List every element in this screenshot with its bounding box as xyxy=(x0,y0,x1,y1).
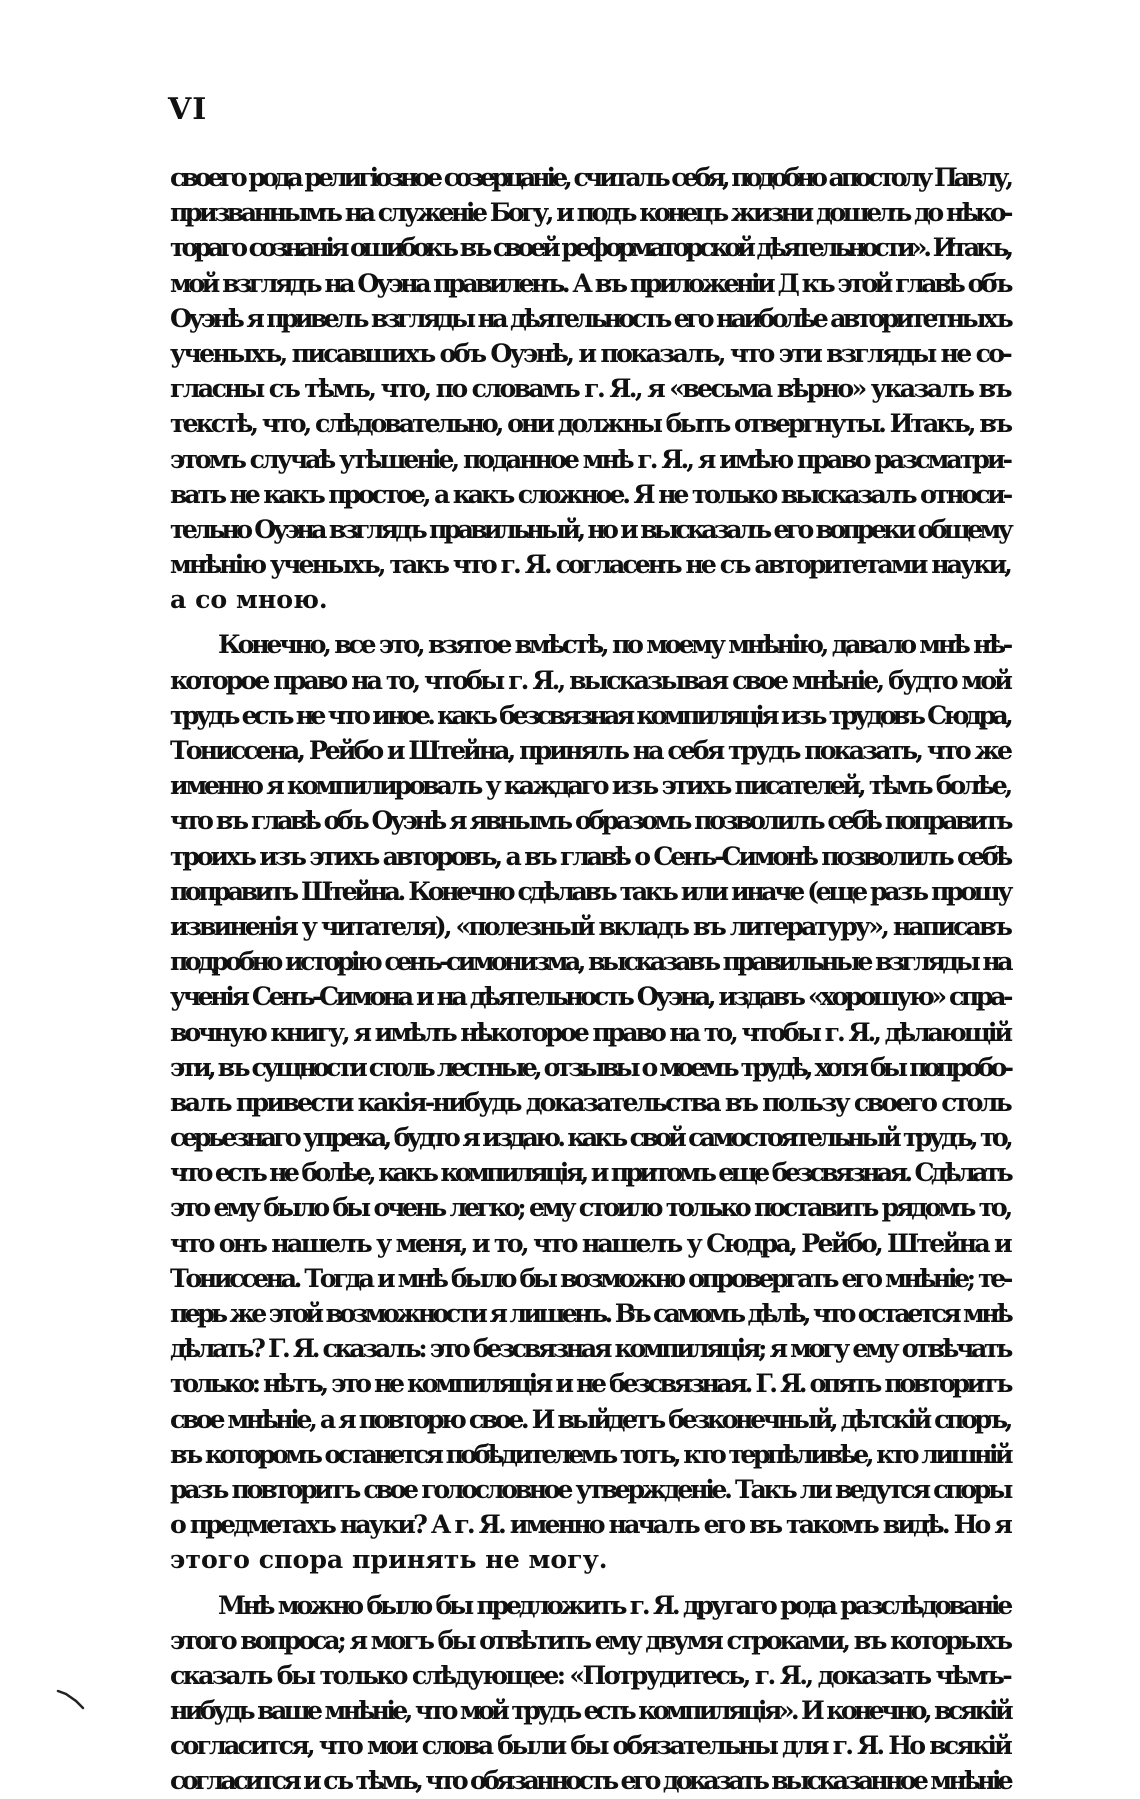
text-line: перь же этой возможности я лишенъ. Въ самомъ дѣлѣ, что остается мнѣ xyxy=(170,1298,1010,1328)
text-line: мой взглядъ на Оуэна правиленъ. А въ приложеніи Д къ этой главѣ объ xyxy=(170,267,1010,298)
paragraph-1 xyxy=(170,160,1010,617)
text-line: это ему было бы очень легко; ему стоило только поставить рядомъ то, xyxy=(170,1192,1010,1223)
text-line: вать не какъ простое, а какъ сложное. Я не только высказалъ относи- xyxy=(170,478,1010,509)
text-line: вочную книгу, я имѣлъ нѣкоторое право на то, чтобы г. Я., дѣлающій xyxy=(170,1016,1010,1047)
text-line: разъ повторитъ свое голословное утвержденіе. Такъ ли ведутся споры xyxy=(170,1473,1010,1504)
text-line: поправить Штейна. Конечно сдѣлавъ такъ или иначе (еще разъ прошу xyxy=(170,875,1010,906)
text-line: этого вопроса; я могъ бы отвѣтить ему двумя строками, въ которыхъ xyxy=(170,1624,1010,1655)
text-line: что онъ нашелъ у меня, и то, что нашелъ у Сюдра, Рейбо, Штейна и xyxy=(170,1227,1010,1258)
text-line: Тониссена. Тогда и мнѣ было бы возможно опровергать его мнѣніе; те- xyxy=(170,1262,1010,1293)
text-line: этого спора принять не могу. xyxy=(170,1544,608,1575)
text-line: сказалъ бы только слѣдующее: «Потрудитесь, г. Я., доказать чѣмъ- xyxy=(170,1659,1010,1690)
paragraph-gap xyxy=(170,617,1010,627)
text-line: дѣлать? Г. Я. сказалъ: это безсвязная компиляція; я могу ему отвѣчать xyxy=(170,1333,1010,1364)
text-line: что есть не болѣе, какъ компиляція, и притомъ еще безсвязная. Сдѣлать xyxy=(170,1157,1010,1188)
paragraph-2 xyxy=(170,627,1010,1577)
text-line: Тониссена, Рейбо и Штейна, принялъ на себя трудъ показать, что же xyxy=(170,735,1010,765)
text-line: мнѣнію ученыхъ, такъ что г. Я. согласенъ не съ авторитетами науки, xyxy=(170,549,1010,580)
text-line: гласны съ тѣмъ, что, по словамъ г. Я., я «весьма вѣрно» указалъ въ xyxy=(170,373,1010,404)
paragraph-3 xyxy=(170,1588,1010,1799)
text-line: ученія Сенъ-Симона и на дѣятельность Оуэна, издавъ «хорошую» спра- xyxy=(170,981,1010,1012)
text-line: извиненія у читателя), «полезный вкладъ въ литературу», написавъ xyxy=(170,910,1010,941)
text-line: именно я компилировалъ у каждаго изъ этихъ писателей, тѣмъ болѣе, xyxy=(170,770,1010,801)
text-line: трудъ есть не что иное. какъ безсвязная компиляція изъ трудовъ Сюдра, xyxy=(170,699,1010,730)
text-line: валъ привести какія-нибудь доказательства въ пользу своего столь xyxy=(170,1086,1010,1117)
text-line: а со мною. xyxy=(170,584,328,615)
text-line: тельно Оуэна взглядъ правильный, но и высказалъ его вопреки общему xyxy=(170,513,1010,544)
text-line: троихъ изъ этихъ авторовъ, а въ главѣ о Сенъ-Симонѣ позволилъ себѣ xyxy=(170,840,1010,871)
text-line: Конечно, все это, взятое вмѣстѣ, по моему мнѣнію, давало мнѣ нѣ- xyxy=(218,629,1010,660)
text-line: что въ главѣ объ Оуэнѣ я явнымъ образомъ позволилъ себѣ поправить xyxy=(170,805,1010,836)
ink-mark-icon xyxy=(56,1688,86,1710)
text-line: нибудь ваше мнѣніе, что мой трудъ есть компиляція». И конечно, всякій xyxy=(170,1695,1010,1726)
text-line: Мнѣ можно было бы предложить г. Я. другаго рода разслѣдованіе xyxy=(218,1589,1010,1620)
text-line: этомъ случаѣ утѣшеніе, поданное мнѣ г. Я., я имѣю право разсматри- xyxy=(170,443,1010,474)
text-line: только: нѣтъ, это не компиляція и не безсвязная. Г. Я. опять повторитъ xyxy=(170,1368,1010,1399)
body-text xyxy=(170,160,1010,1799)
paragraph-gap xyxy=(170,1578,1010,1588)
text-line: подробно исторію сенъ-симонизма, высказавъ правильные взгляды на xyxy=(170,946,1010,977)
text-line: которое право на то, чтобы г. Я., высказывая свое мнѣніе, будто мой xyxy=(170,664,1010,695)
text-line: ученыхъ, писавшихъ объ Оуэнѣ, и показалъ, что эти взгляды не со- xyxy=(170,337,1010,368)
text-line: согласится, что мои слова были бы обязательны для г. Я. Но всякій xyxy=(170,1730,1010,1761)
text-line: о предметахъ науки? А г. Я. именно началъ его въ такомъ видѣ. Но я xyxy=(170,1509,1010,1540)
text-line: текстѣ, что, слѣдовательно, они должны быть отвергнуты. Итакъ, въ xyxy=(170,408,1010,439)
text-line: свое мнѣніе, а я повторю свое. И выйдетъ безконечный, дѣтскій споръ, xyxy=(170,1403,1010,1434)
text-line: Оуэнѣ я привелъ взгляды на дѣятельность его наиболѣе авторитетныхъ xyxy=(170,302,1010,333)
text-line: призваннымъ на служеніе Богу, и подъ конецъ жизни дошелъ до нѣко- xyxy=(170,197,1010,228)
text-line: согласится и съ тѣмъ, что обязанность его доказать высказанное мнѣніе xyxy=(170,1765,1010,1796)
text-line: своего рода религіозное созерцаніе, считалъ себя, подобно апостолу Павлу, xyxy=(170,162,1010,192)
text-line: серьезнаго упрека, будто я издаю. какъ свой самостоятельный трудъ, то, xyxy=(170,1122,1010,1153)
text-line: въ которомъ останется побѣдителемъ тотъ, кто терпѣливѣе, кто лишній xyxy=(170,1438,1010,1469)
text-line: эти, въ сущности столь лестные, отзывы о моемъ трудѣ, хотя бы попробо- xyxy=(170,1051,1010,1082)
text-line: тораго сознанія ошибокъ въ своей реформаторской дѣятельности». Итакъ, xyxy=(170,232,1010,263)
page-number: VI xyxy=(168,92,208,127)
